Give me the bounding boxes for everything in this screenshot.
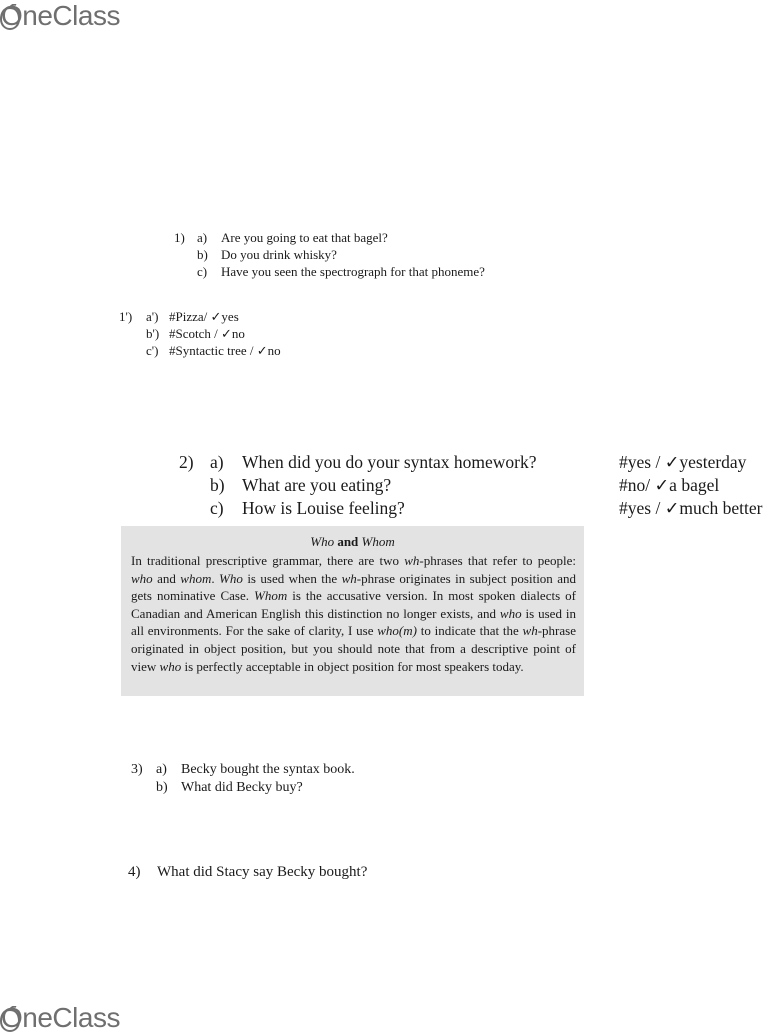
note-italic: who(m) xyxy=(377,623,417,639)
item-label: b') xyxy=(146,326,160,341)
felicitous-answer: much better xyxy=(679,498,763,518)
title-and: and xyxy=(337,534,359,549)
note-italic: who xyxy=(499,605,522,621)
item-label: c') xyxy=(146,343,159,358)
felicitous-answer: yes xyxy=(221,309,239,324)
infelicitous-answer: #Scotch / xyxy=(169,326,218,341)
checkmark-icon: ✓ xyxy=(210,310,222,325)
brand-name: OneClass xyxy=(1,1002,120,1033)
note-italic: wh xyxy=(522,623,538,639)
item-label: b) xyxy=(197,247,208,262)
answer-line xyxy=(169,326,245,342)
item-text: What did Becky buy? xyxy=(181,780,303,795)
infelicitous-answer: #Pizza/ xyxy=(169,309,208,324)
item-text: Have you seen the spectrograph for that phoneme? xyxy=(221,264,485,279)
item-text: Do you drink whisky? xyxy=(221,247,337,262)
answer-line xyxy=(619,475,719,496)
item-text: What are you eating? xyxy=(242,475,392,495)
note-text: -phrase originated in object position, but you should note that from a descriptive point of view xyxy=(131,623,576,674)
note-italic: wh xyxy=(404,553,420,568)
brand-name: OneClass xyxy=(1,0,120,31)
oneclass-logo-bottom xyxy=(0,1004,140,1032)
note-italic: wh xyxy=(341,570,357,586)
felicitous-answer: a bagel xyxy=(669,475,720,495)
item-text: Becky bought the syntax book. xyxy=(181,762,355,777)
item-label: c) xyxy=(197,264,208,279)
title-who: Who xyxy=(310,534,335,549)
title-whom: Whom xyxy=(361,534,395,549)
note-italic: Whom xyxy=(253,588,288,604)
item-label: a) xyxy=(210,452,224,472)
note-text: is used in all environments. For the sake of clarity, I use xyxy=(131,605,576,639)
item-label: c) xyxy=(210,498,224,518)
note-body xyxy=(131,552,576,675)
note-text: -phrases that refer to people: xyxy=(419,553,576,568)
item-label: b) xyxy=(210,475,225,495)
infelicitous-answer: #yes / xyxy=(619,498,661,518)
answer-line xyxy=(169,343,281,359)
checkmark-icon: ✓ xyxy=(654,476,670,496)
felicitous-answer: no xyxy=(267,343,281,358)
item-label: a') xyxy=(146,309,159,324)
checkmark-icon: ✓ xyxy=(664,453,680,473)
note-italic: whom xyxy=(180,570,212,586)
note-text: and xyxy=(152,570,181,586)
item-text: How is Louise feeling? xyxy=(242,498,405,518)
note-text: is the accusative version. In most spoken dialects of Canadian and American English this distinction no longer exists, and xyxy=(131,588,576,621)
checkmark-icon: ✓ xyxy=(664,499,680,519)
item-label: a) xyxy=(197,230,208,245)
example-number: 1') xyxy=(119,309,133,324)
note-text: is used when the xyxy=(242,570,342,586)
item-label: a) xyxy=(156,762,167,777)
infelicitous-answer: #yes / xyxy=(619,452,661,472)
note-text: is perfectly acceptable in object position for most speakers today. xyxy=(181,658,524,674)
note-title xyxy=(121,534,584,550)
infelicitous-answer: #no/ xyxy=(619,475,651,495)
answer-line xyxy=(619,498,762,519)
note-italic: Who xyxy=(219,570,243,586)
item-text: Are you going to eat that bagel? xyxy=(221,230,388,245)
felicitous-answer: no xyxy=(231,326,245,341)
note-italic: who xyxy=(131,570,153,586)
note-text: In traditional prescriptive grammar, there are two xyxy=(131,553,405,568)
example-number: 4) xyxy=(128,864,141,880)
note-text: to indicate that the xyxy=(416,623,523,639)
note-text: -phrase originates in subject position and gets nominative Case. xyxy=(131,570,577,604)
item-text: When did you do your syntax homework? xyxy=(242,452,537,472)
note-italic: who xyxy=(159,658,182,674)
example-number: 3) xyxy=(131,762,143,777)
note-text: . xyxy=(211,570,220,586)
example-number: 2) xyxy=(179,452,194,472)
answer-line xyxy=(619,452,746,473)
answer-line xyxy=(169,309,239,325)
who-whom-note-box xyxy=(121,526,584,696)
infelicitous-answer: #Syntactic tree / xyxy=(169,343,254,358)
item-label: b) xyxy=(156,780,168,795)
oneclass-logo-top xyxy=(0,2,140,30)
example-number: 1) xyxy=(174,230,185,245)
note-paragraph xyxy=(131,552,576,675)
checkmark-icon: ✓ xyxy=(221,327,232,342)
felicitous-answer: yesterday xyxy=(679,452,747,472)
item-text: What did Stacy say Becky bought? xyxy=(157,864,368,880)
checkmark-icon: ✓ xyxy=(256,344,268,359)
